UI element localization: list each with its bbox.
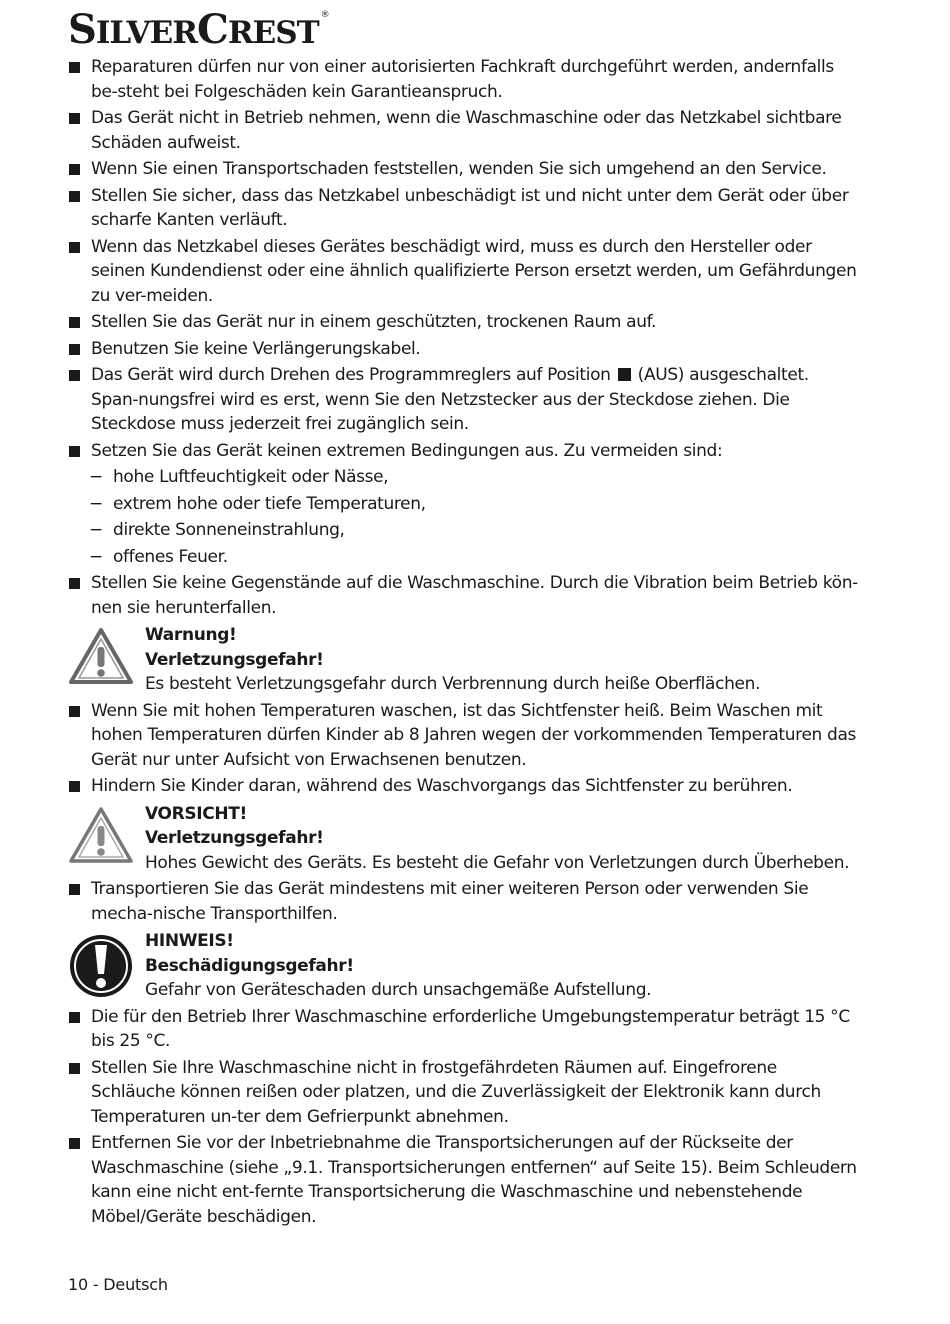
bullet-text: Stellen Sie sicher, dass das Netzkabel unbeschädigt ist und nicht unter dem Gerät oder über scharfe Kanten verläuft. bbox=[91, 185, 849, 230]
bullet-text: Reparaturen dürfen nur von einer autorisierten Fachkraft durchgeführt werden, andernfalls be-steht bei Folgeschäden kein Garantieanspruch. bbox=[91, 57, 834, 102]
bullet-text: Transportieren Sie das Gerät mindestens mit einer weiteren Person oder verwenden Sie mecha-nische Transporthilfen. bbox=[91, 879, 809, 924]
square-bullet-icon bbox=[69, 164, 80, 175]
square-bullet-icon bbox=[69, 884, 80, 895]
square-bullet-icon bbox=[69, 191, 80, 202]
dash-item bbox=[68, 545, 860, 570]
bullet-item bbox=[68, 1056, 860, 1130]
dash-text: offenes Feuer. bbox=[113, 546, 228, 567]
bullet-item bbox=[68, 310, 860, 335]
logo-c: C bbox=[196, 6, 228, 53]
bullet-text: Hindern Sie Kinder daran, während des Waschvorgangs das Sichtfenster zu berühren. bbox=[91, 776, 793, 796]
dash-mark: − bbox=[89, 520, 103, 540]
notice-text: Gefahr von Geräteschaden durch unsachgemäße Aufstellung. bbox=[145, 980, 652, 1000]
square-bullet-icon bbox=[69, 706, 80, 717]
warning-triangle-icon bbox=[68, 627, 134, 693]
square-bullet-icon bbox=[69, 113, 80, 124]
bullet-text: Entfernen Sie vor der Inbetriebnahme die Transportsicherungen auf der Rückseite der Waschmaschine (siehe „9.1. Transportsicherungen entfernen“ auf Seite 15). Beim Schleudern kann eine nicht ent-fernte Transportsicherung die Waschmaschine und nebenstehende Möbel/Geräte beschädigen. bbox=[91, 1133, 857, 1227]
notice-subtitle: Verletzungsgefahr! bbox=[145, 649, 324, 670]
bullet-item bbox=[68, 157, 860, 182]
caution-triangle-icon bbox=[68, 806, 134, 872]
dash-text: hohe Luftfeuchtigkeit oder Nässe, bbox=[113, 467, 389, 487]
bullet-text-after: (AUS) ausgeschaltet. Span-nungsfrei wird es erst, wenn Sie den Netzstecker aus der Steckdose ziehen. Die Steckdose muss jederzeit frei zugänglich sein. bbox=[91, 365, 809, 434]
bullet-item bbox=[68, 877, 860, 926]
square-bullet-icon bbox=[69, 1063, 80, 1074]
square-bullet-icon bbox=[69, 446, 80, 457]
square-bullet-icon bbox=[69, 1012, 80, 1023]
bullet-text: Stellen Sie das Gerät nur in einem geschützten, trockenen Raum auf. bbox=[91, 312, 657, 332]
square-bullet-icon bbox=[69, 62, 80, 73]
bullet-item bbox=[68, 439, 860, 464]
bullet-item bbox=[68, 774, 860, 799]
notice-block bbox=[68, 802, 860, 876]
dash-item bbox=[68, 465, 860, 490]
safety-instructions bbox=[68, 55, 860, 1231]
bullet-text: Stellen Sie Ihre Waschmaschine nicht in frostgefährdeten Räumen auf. Eingefrorene Schläuche können reißen oder platzen, und die Zuverlässigkeit der Elektronik kann durch Temperaturen un-ter dem Gefrierpunkt abnehmen. bbox=[91, 1057, 821, 1127]
off-position-square-icon bbox=[618, 368, 631, 381]
notice-title: Warnung! bbox=[145, 625, 237, 645]
bullet-item bbox=[68, 1131, 860, 1229]
logo-s: S bbox=[68, 6, 96, 53]
bullet-item bbox=[68, 337, 860, 362]
registered-mark: ® bbox=[320, 10, 329, 20]
exclamation-circle-icon bbox=[68, 933, 134, 1007]
notice-block bbox=[68, 623, 860, 697]
dash-mark: − bbox=[89, 467, 103, 487]
bullet-text: Wenn Sie mit hohen Temperaturen waschen, ist das Sichtfenster heiß. Beim Waschen mit hohen Temperaturen dürfen Kinder ab 8 Jahren wegen der vorkommenden Temperaturen das Gerät nur unter Aufsicht von Erwachsenen benutzen. bbox=[91, 700, 857, 770]
square-bullet-icon bbox=[69, 1138, 80, 1149]
bullet-text: Das Gerät nicht in Betrieb nehmen, wenn die Waschmaschine oder das Netzkabel sichtbare Schäden aufweist. bbox=[91, 108, 842, 153]
square-bullet-icon bbox=[69, 344, 80, 355]
logo-rest: REST bbox=[227, 15, 319, 51]
dash-item bbox=[68, 518, 860, 543]
notice-title: VORSICHT! bbox=[145, 803, 247, 824]
dash-text: extrem hohe oder tiefe Temperaturen, bbox=[113, 493, 426, 514]
brand-logo bbox=[68, 6, 329, 53]
bullet-item bbox=[68, 235, 860, 309]
notice-text: Es besteht Verletzungsgefahr durch Verbrennung durch heiße Oberflächen. bbox=[145, 674, 761, 694]
bullet-text-before: Das Gerät wird durch Drehen des Programmreglers auf Position bbox=[91, 365, 611, 385]
dash-item bbox=[68, 492, 860, 517]
notice-subtitle: Verletzungsgefahr! bbox=[145, 828, 324, 848]
square-bullet-icon bbox=[69, 578, 80, 589]
bullet-item bbox=[68, 699, 860, 773]
bullet-text: Benutzen Sie keine Verlängerungskabel. bbox=[91, 338, 421, 359]
bullet-item bbox=[68, 184, 860, 233]
bullet-item bbox=[68, 571, 860, 620]
logo-ilver: ILVER bbox=[95, 15, 197, 51]
square-bullet-icon bbox=[69, 370, 80, 381]
bullet-text: Die für den Betrieb Ihrer Waschmaschine erforderliche Umgebungstemperatur beträgt 15 °C bis 25 °C. bbox=[91, 1006, 850, 1051]
notice-title: HINWEIS! bbox=[145, 931, 234, 951]
square-bullet-icon bbox=[69, 242, 80, 253]
dash-text: direkte Sonneneinstrahlung, bbox=[113, 520, 345, 540]
bullet-text: Stellen Sie keine Gegenstände auf die Waschmaschine. Durch die Vibration beim Betrieb kön-nen sie herunterfallen. bbox=[91, 573, 858, 618]
bullet-item bbox=[68, 106, 860, 155]
dash-mark: − bbox=[89, 493, 103, 514]
page-footer: 10 - Deutsch bbox=[68, 1275, 168, 1294]
bullet-text: Wenn das Netzkabel dieses Gerätes beschädigt wird, muss es durch den Hersteller oder seinen Kundendienst oder eine ähnlich qualifizierte Person ersetzt werden, um Gefährdungen zu ver-meiden. bbox=[91, 236, 857, 306]
bullet-item bbox=[68, 1005, 860, 1054]
notice-block bbox=[68, 929, 860, 1003]
bullet-item bbox=[68, 55, 860, 104]
bullet-text: Setzen Sie das Gerät keinen extremen Bedingungen aus. Zu vermeiden sind: bbox=[91, 440, 723, 461]
square-bullet-icon bbox=[69, 781, 80, 792]
bullet-item bbox=[68, 363, 860, 437]
notice-text: Hohes Gewicht des Geräts. Es besteht die Gefahr von Verletzungen durch Überheben. bbox=[145, 852, 850, 873]
bullet-text: Wenn Sie einen Transportschaden feststellen, wenden Sie sich umgehend an den Service. bbox=[91, 159, 827, 179]
square-bullet-icon bbox=[69, 317, 80, 328]
notice-subtitle: Beschädigungsgefahr! bbox=[145, 955, 354, 976]
dash-mark: − bbox=[89, 546, 103, 567]
